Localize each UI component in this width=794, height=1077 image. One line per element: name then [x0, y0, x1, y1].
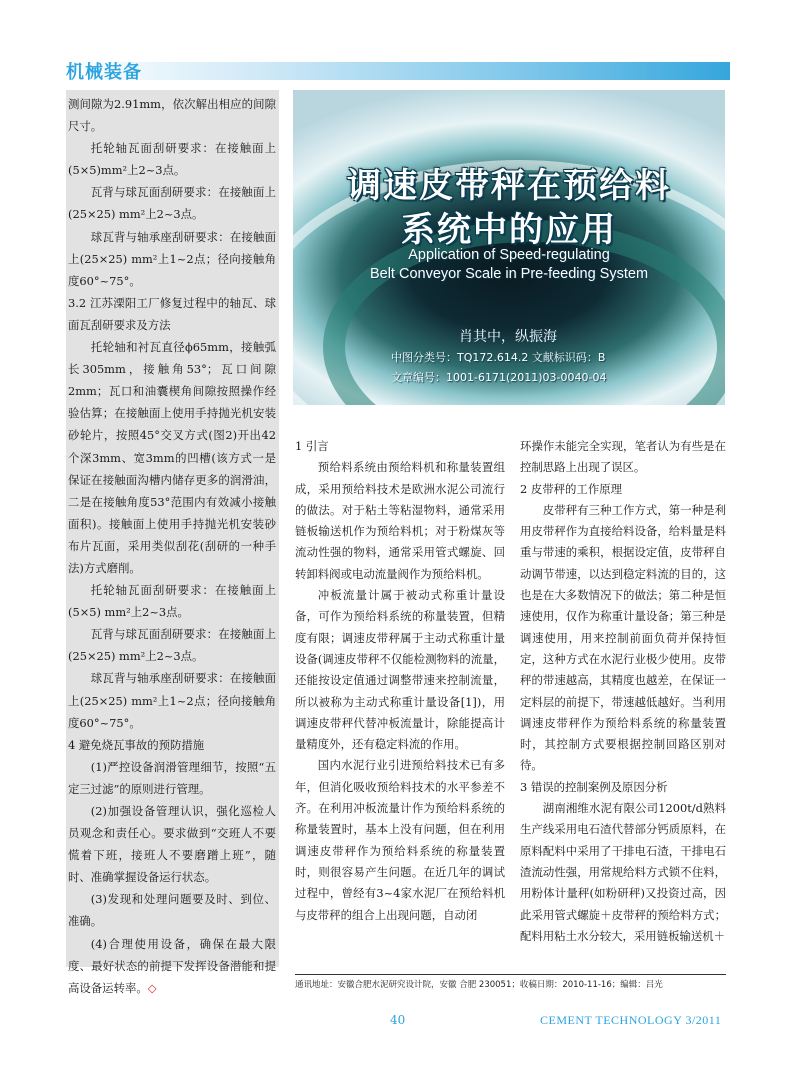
section-heading: 2 皮带秤的工作原理 — [520, 481, 622, 496]
article-hero-image — [293, 90, 725, 405]
paragraph: 冲板流量计属于被动式称重计量设备，可作为预给料系统的称量装置，但精度有限；调速皮带秤属于主动式称重计量设备(调速皮带秤不仅能检测物料的流量，还能按设定值通过调整带速来控制流量，所以被称为主动式称重计量设备[1])，用调速皮带秤代替冲板流量计，除能提高计量精度外，还有稳定料流的作用。 — [295, 588, 505, 752]
article-title-line1: 调速皮带秤在预给料 — [347, 166, 671, 206]
header-bar — [64, 62, 730, 80]
paragraph: 皮带秤有三种工作方式，第一种是利用皮带秤作为直接给料设备，给料量是料重与带速的乘积，根据设定值，皮带秤自动调节带速，以达到稳定料流的目的，这也是在大多数情况下的做法；第二种是恒速使用，仅作为称重计量设备；第三种是调速使用，用来控制前面负荷并保持恒定，这种方式在水泥行业极少使用。皮带秤的带速越高，其精度也越差，在保证一定料层的前提下，带速越低越好。当利用调速皮带秤作为预给料系统的称量装置时，其控制方式要根据控制回路区别对待。 — [520, 502, 726, 773]
paragraph: 托轮轴瓦面刮研要求：在接触面上(5×5)mm²上2~3点。 — [68, 141, 276, 178]
paragraph — [68, 933, 276, 999]
left-column — [68, 93, 276, 999]
paragraph: 预给料系统由预给料机和称量装置组成，采用预给料技术是欧洲水泥公司流行的做法。对于粘土等粘湿物料，通常采用链板输送机作为预给料机；对于粉煤灰等流动性强的物料，通常采用管式螺旋、回转卸料阀或电动流量阀作为预给料机。 — [295, 460, 505, 581]
right-column — [520, 436, 726, 947]
paragraph: 环操作未能完全实现，笔者认为有些是在控制思路上出现了误区。 — [520, 439, 726, 475]
paragraph: 瓦背与球瓦面刮研要求：在接触面上(25×25) mm²上2~3点。 — [68, 185, 276, 222]
section-heading: 4 避免烧瓦事故的预防措施 — [68, 737, 205, 752]
paragraph: (2)加强设备管理认识，强化巡检人员观念和责任心。要求做到“交班人不要慌着下班，接班人不要磨蹭上班”，随时、准确掌握设备运行状态。 — [68, 804, 276, 885]
end-mark-icon: ◇ — [147, 980, 157, 995]
paragraph: 托轮轴瓦面刮研要求：在接触面上(5×5) mm²上2~3点。 — [68, 583, 276, 620]
classification-code: 中图分类号：TQ172.614.2 文献标识码：B — [391, 351, 606, 364]
middle-column — [295, 436, 505, 926]
english-title-line1: Application of Speed-regulating — [408, 247, 610, 263]
paragraph-text: (4)合理使用设备，确保在最大限度、最好状态的前提下发挥设备潜能和提高设备运转率。 — [68, 936, 276, 995]
paragraph: 国内水泥行业引进预给料技术已有多年，但消化吸收预给料技术的水平参差不齐。在利用冲板流量计作为预给料系统的称量装置时，基本上没有问题，但在利用调速皮带秤作为预给料系统的称量装置时，则很容易产生问题。在近几年的调试过程中，曾经有3~4家水泥厂在预给料机与皮带秤的组合上出现问题，自动闭 — [295, 758, 505, 922]
paragraph: 瓦背与球瓦面刮研要求：在接触面上(25×25) mm²上2~3点。 — [68, 627, 276, 664]
paragraph: 球瓦背与轴承座刮研要求：在接触面上(25×25) mm²上1~2点；径向接触角度60°~75°。 — [68, 671, 276, 730]
paragraph: (1)严控设备润滑管理细节，按照“五定三过滤”的原则进行管理。 — [68, 759, 276, 796]
footer-note: 通讯地址：安徽合肥水泥研究设计院，安徽 合肥 230051；收稿日期：2010-11-16；编辑：吕光 — [295, 980, 663, 990]
paragraph: 球瓦背与轴承座刮研要求：在接触面上(25×25) mm²上1~2点；径向接触角度60°~75°。 — [68, 229, 276, 288]
paragraph: (3)发现和处理问题要及时、到位、准确。 — [68, 892, 276, 929]
section-heading: 1 引言 — [295, 439, 329, 453]
section-tag: 机械装备 — [66, 62, 142, 83]
english-title-line2: Belt Conveyor Scale in Pre-feeding System — [369, 266, 649, 282]
section-heading: 3 错误的控制案例及原因分析 — [520, 779, 668, 794]
paragraph: 托轮轴和衬瓦直径ϕ65mm，接触弧长305mm，接触角53°；瓦口间隙2mm；瓦口和油囊楔角间隙按照操作经验估算；在接触面上使用手持抛光机安装砂轮片，按照45°交叉方式(图2)开出42个深3mm、宽3mm的凹槽(该方式一是保证在接触面沟槽内储存更多的润滑油，二是在接触角度53°范围内有效减小接触面积)。接触面上使用手持抛光机安装砂布片瓦面，采用类似刮花(刮研的一种手法)方式磨削。 — [68, 340, 276, 575]
journal-name: CEMENT TECHNOLOGY 3/2011 — [540, 1013, 722, 1027]
page-number: 40 — [390, 1013, 406, 1027]
article-number: 文章编号：1001-6171(2011)03-0040-04 — [391, 371, 607, 384]
paragraph: 湖南湘维水泥有限公司1200t/d熟料生产线采用电石渣代替部分钙质原料，在原料配料中采用了干排电石渣，干排电石渣流动性强，用常规给料方式锁不住料，用粉体计量秤(如粉研秤)又投资过高，因此采用管式螺旋＋皮带秤的预给料方式；配料用粘土水分较大，采用链板输送机＋ — [520, 801, 726, 943]
authors: 肖其中，纵振海 — [459, 329, 557, 345]
section-heading: 3.2 江苏溧阳工厂修复过程中的轴瓦、球面瓦刮研要求及方法 — [68, 295, 276, 332]
footer-divider — [295, 974, 726, 975]
paragraph: 测间隙为2.91mm，依次解出相应的间隙尺寸。 — [68, 97, 276, 134]
article-title-line2: 系统中的应用 — [401, 210, 617, 250]
